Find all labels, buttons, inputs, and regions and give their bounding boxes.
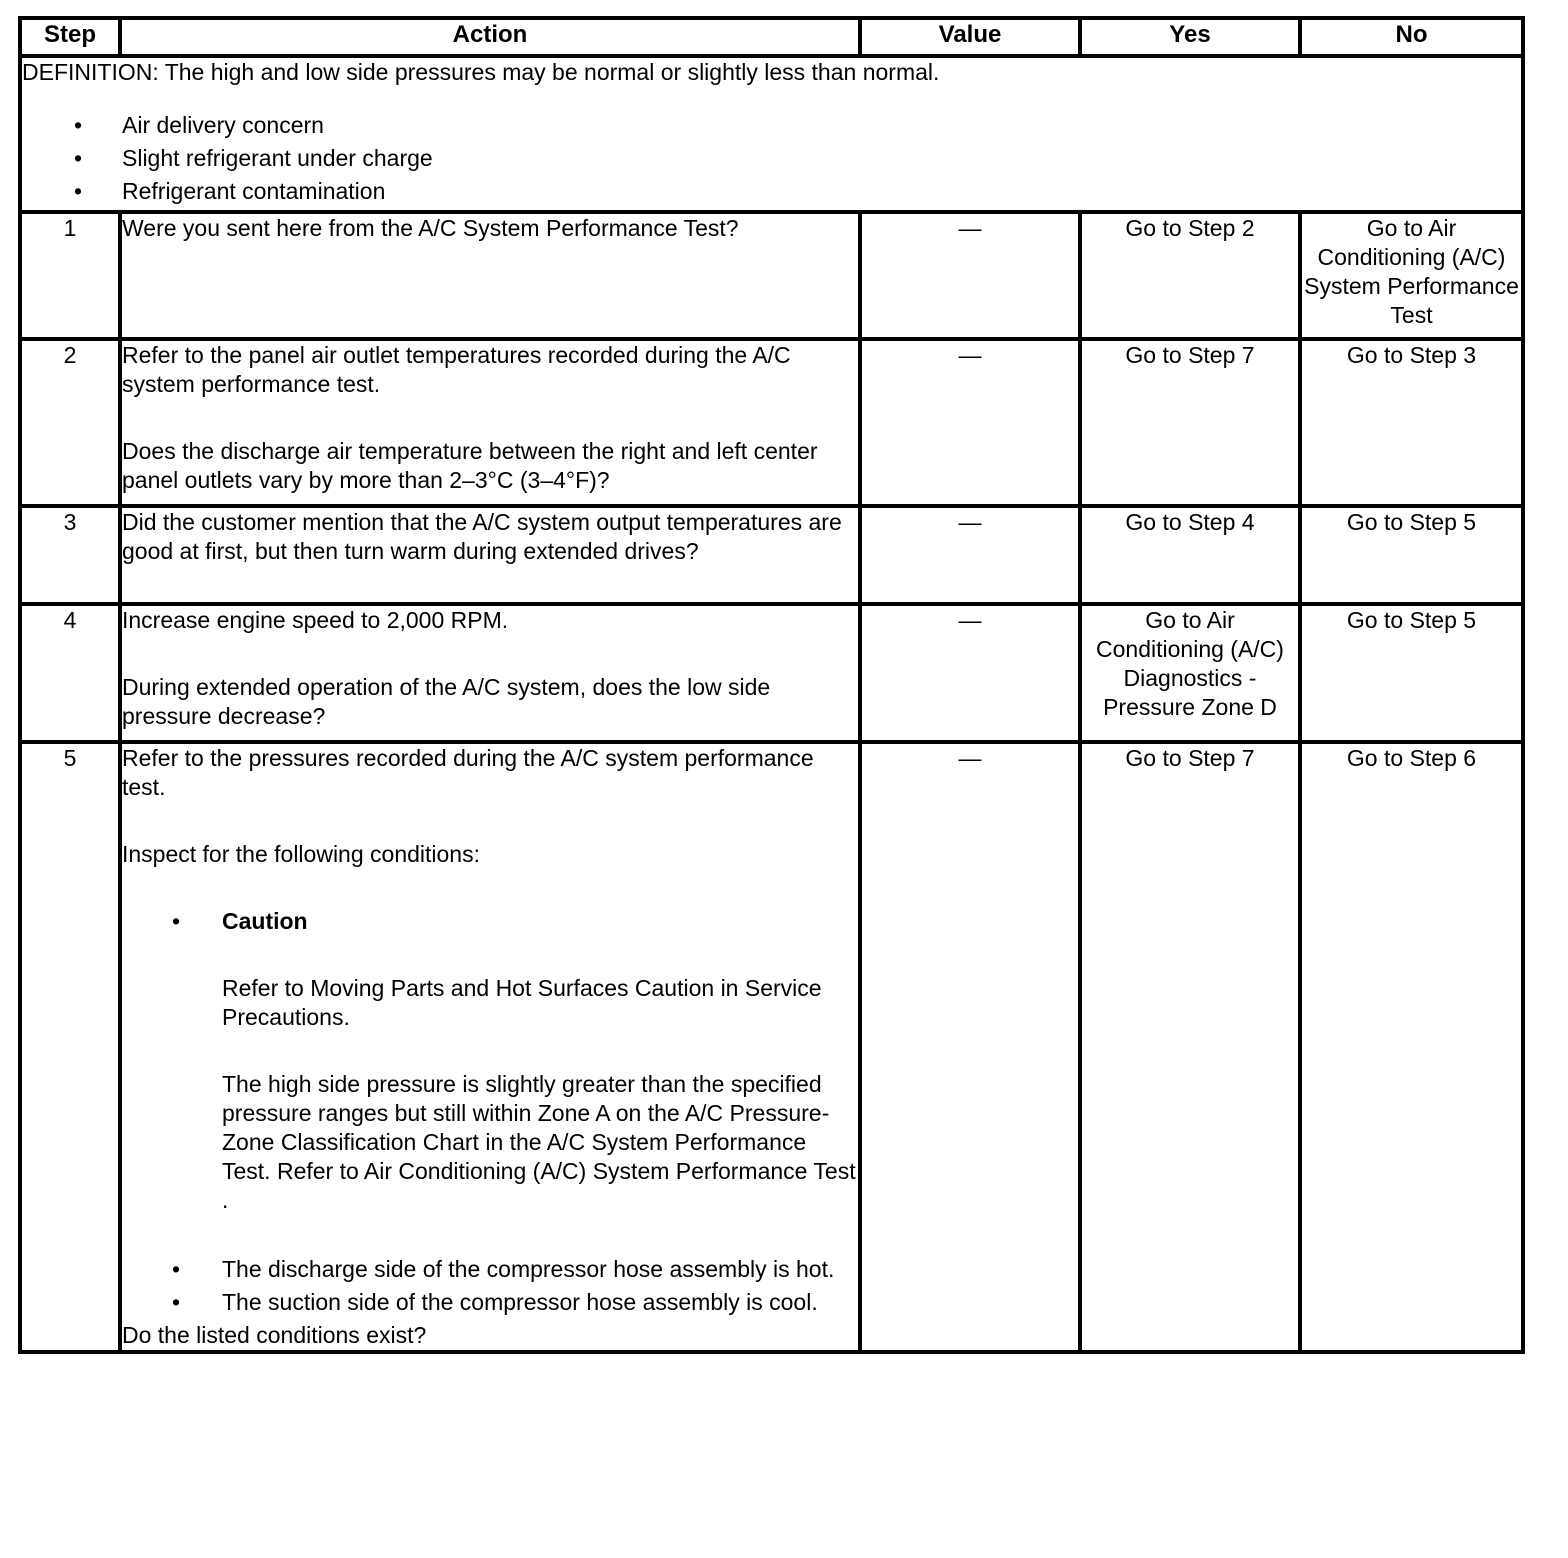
step-number: 5 bbox=[20, 742, 120, 1352]
step-number: 1 bbox=[20, 212, 120, 339]
action-text: Were you sent here from the A/C System Performance Test? bbox=[122, 215, 739, 241]
list-item: • The suction side of the compressor hose assembly is cool. bbox=[172, 1289, 818, 1315]
header-no: No bbox=[1300, 18, 1523, 56]
caution-text: Refer to Moving Parts and Hot Surfaces Caution in Service Precautions. bbox=[222, 975, 822, 1030]
caution-title: Caution bbox=[222, 908, 308, 934]
value-cell: — bbox=[860, 742, 1080, 1352]
value-cell: — bbox=[860, 212, 1080, 339]
no-cell: Go to Step 5 bbox=[1300, 506, 1523, 604]
bullet-icon: • bbox=[74, 178, 83, 204]
definition-row bbox=[20, 56, 1523, 212]
value-cell: — bbox=[860, 506, 1080, 604]
table-row bbox=[20, 742, 1523, 1352]
bullet-icon: • bbox=[172, 908, 181, 934]
definition-list bbox=[22, 111, 1521, 210]
no-cell: Go to Air Conditioning (A/C) System Performance Test bbox=[1300, 212, 1523, 339]
list-item bbox=[122, 907, 858, 1215]
action-question: Does the discharge air temperature between the right and left center panel outlets vary by more than 2–3°C (3–4°F)? bbox=[122, 438, 818, 493]
value-cell: — bbox=[860, 339, 1080, 506]
action-cell bbox=[120, 339, 860, 506]
header-value: Value bbox=[860, 18, 1080, 56]
yes-cell: Go to Step 4 bbox=[1080, 506, 1300, 604]
action-text: Refer to the panel air outlet temperatures recorded during the A/C system performance test. bbox=[122, 342, 791, 397]
action-cell bbox=[120, 212, 860, 339]
yes-cell: Go to Air Conditioning (A/C) Diagnostics - Pressure Zone D bbox=[1080, 604, 1300, 742]
yes-cell: Go to Step 7 bbox=[1080, 742, 1300, 1352]
action-text: Increase engine speed to 2,000 RPM. bbox=[122, 607, 509, 633]
action-instruction: Inspect for the following conditions: bbox=[122, 841, 480, 867]
yes-cell: Go to Step 2 bbox=[1080, 212, 1300, 339]
table-row bbox=[20, 604, 1523, 742]
list-item: • Air delivery concern bbox=[74, 112, 324, 138]
diagnostic-table bbox=[18, 16, 1525, 1354]
value-cell: — bbox=[860, 604, 1080, 742]
action-cell bbox=[120, 742, 860, 1352]
list-item: • The discharge side of the compressor hose assembly is hot. bbox=[172, 1256, 835, 1282]
header-step: Step bbox=[20, 18, 120, 56]
bullet-icon: • bbox=[172, 1289, 181, 1315]
step-number: 3 bbox=[20, 506, 120, 604]
definition-cell bbox=[20, 56, 1523, 212]
table-row bbox=[20, 506, 1523, 604]
definition-text: DEFINITION: The high and low side pressures may be normal or slightly less than normal. bbox=[22, 59, 940, 85]
header-action: Action bbox=[120, 18, 860, 56]
header-row bbox=[20, 18, 1523, 56]
no-cell: Go to Step 6 bbox=[1300, 742, 1523, 1352]
list-item: • Refrigerant contamination bbox=[74, 178, 386, 204]
yes-cell: Go to Step 7 bbox=[1080, 339, 1300, 506]
list-item: • Slight refrigerant under charge bbox=[74, 145, 433, 171]
step-number: 2 bbox=[20, 339, 120, 506]
action-question: Do the listed conditions exist? bbox=[122, 1322, 427, 1348]
table-row bbox=[20, 339, 1523, 506]
action-text: Refer to the pressures recorded during the A/C system performance test. bbox=[122, 745, 814, 800]
action-cell bbox=[120, 506, 860, 604]
no-cell: Go to Step 3 bbox=[1300, 339, 1523, 506]
no-cell: Go to Step 5 bbox=[1300, 604, 1523, 742]
step-number: 4 bbox=[20, 604, 120, 742]
action-text: Did the customer mention that the A/C system output temperatures are good at first, but then turn warm during extended drives? bbox=[122, 509, 842, 564]
bullet-icon: • bbox=[74, 112, 83, 138]
table-row bbox=[20, 212, 1523, 339]
bullet-icon: • bbox=[172, 1256, 181, 1282]
action-question: During extended operation of the A/C system, does the low side pressure decrease? bbox=[122, 674, 771, 729]
bullet-icon: • bbox=[74, 145, 83, 171]
caution-detail: The high side pressure is slightly greater than the specified pressure ranges but still within Zone A on the A/C Pressure-Zone Classification Chart in the A/C System Performance Test. Refer to Air Conditioning (A/C) System Performance Test . bbox=[222, 1071, 856, 1213]
header-yes: Yes bbox=[1080, 18, 1300, 56]
action-cell bbox=[120, 604, 860, 742]
conditions-list bbox=[122, 907, 858, 1317]
